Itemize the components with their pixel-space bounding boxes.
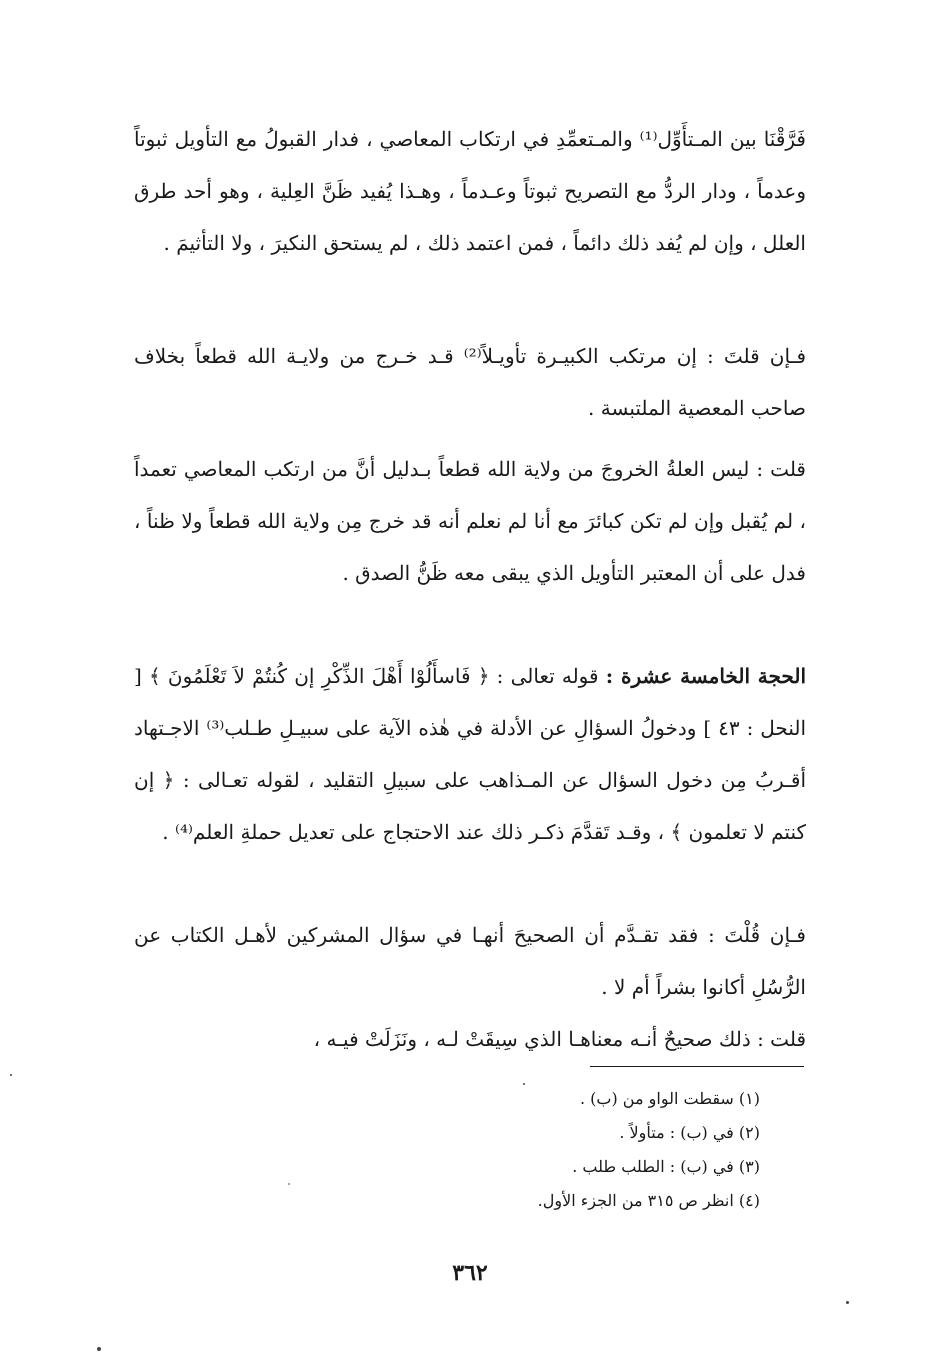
footnote-divider (590, 1066, 804, 1067)
section-heading: الحجة الخامسة عشرة : (605, 664, 806, 688)
paragraph-6: قلت : ذلك صحيحٌ أنـه معناهـا الذي سِيقَتْ لـه ، ونَزَلَتْ فيـه ، (313, 1027, 806, 1051)
scan-speck (846, 1301, 849, 1304)
paragraph-4 (134, 650, 806, 858)
paragraph-4-body: قوله تعالى : ﴿ فَاسأَلُوْا أَهْلَ الذِّكْرِ إن كُنتُمْ لاَ تَعْلَمُونَ ﴾ [ النحل : ٤٣ ] ودخولُ السؤالِ عن الأدلة في هٰذه الآية على سبيـلِ طـلب⁽³⁾ الاجـتهاد أقـربُ مِن دخول السؤال عن المـذاهب على سبيلِ التقليد ، لقوله تعـالى : ﴿ إن كنتم لا تعلمون ﴾ ، وقـد تَقدَّمَ ذكـر ذلك عند الاحتجاج على تعديل حملةِ العلم⁽⁴⁾ . (134, 664, 807, 844)
scan-speck (288, 1183, 290, 1185)
footnote-4: (٤) انظر ص ٣١٥ من الجزء الأول. (537, 1191, 760, 1210)
scan-speck (10, 1074, 12, 1076)
paragraph-2: فـإن قلتَ : إن مرتكب الكبيـرة تأويـلاً⁽²⁾ قـد خـرج من ولايـة الله قطعاً بخلاف صاحب المعصية الملتبسة . (134, 344, 807, 420)
paragraph-1: فَرَّقْنَا بين المـتأَوِّل⁽¹⁾ والمـتعمِّدِ في ارتكاب المعاصي ، فدار القبولُ مع التأويل ثبوتاً وعدماً ، ودار الردُّ مع التصريح ثبوتاً وعـدماً ، وهـذا يُفيد ظَنَّ العِلية ، وهو أحد طرق العلل ، وإن لم يُفد ذلك دائماً ، فمن اعتمد ذلك ، لم يستحق النكيرَ ، ولا التأثيمَ . (134, 127, 806, 255)
paragraph-3: قلت : ليس العلةُ الخروجَ من ولاية الله قطعاً بـدليل أنَّ من ارتكب المعاصي تعمداً ، لم يُقبل وإن لم تكن كبائرَ مع أنا لم نعلم أنه قد خرج مِن ولاية الله قطعاً ولا ظناً ، فدل على أن المعتبر التأويل الذي يبقى معه ظَنُّ الصدق . (134, 457, 806, 585)
footnote-3: (٣) في (ب) : الطلب طلب . (572, 1157, 760, 1176)
scan-speck (97, 1347, 101, 1351)
footnote-1: (١) سقطت الواو من (ب) . (580, 1089, 760, 1108)
footnotes (420, 1082, 760, 1218)
scan-speck (523, 1083, 525, 1085)
page-number: ٣٦٢ (452, 1260, 488, 1286)
footnote-2: (٢) في (ب) : متأولاً . (619, 1123, 760, 1142)
paragraph-5: فـإن قُلْتَ : فقد تقـدَّم أن الصحيحَ أنهـا في سؤال المشركين لأهـل الكتاب عن الرُّسُلِ أكانوا بشراً أم لا . (134, 923, 806, 999)
